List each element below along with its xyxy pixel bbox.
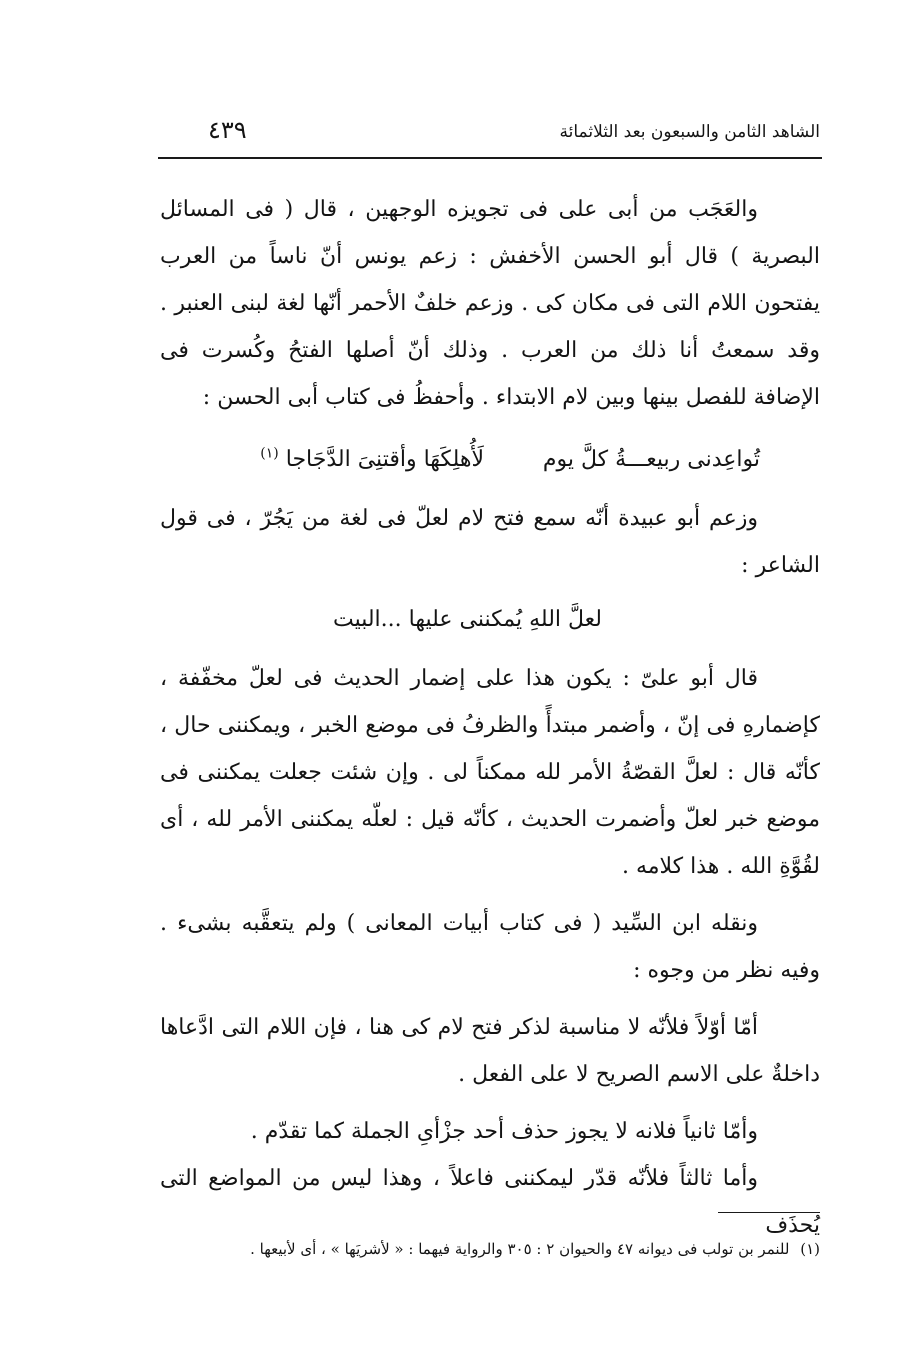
paragraph-6: وأمّا ثانياً فلانه لا يجوز حذف أحد جزْأىِ الجملة كما تقدّم . [250,1119,758,1144]
verse-1-first-hemistich: تُواعِدنى ربيعـــةُ كلَّ يوم [542,447,760,472]
footnote [160,1236,820,1262]
paragraph-1: والعَجَب من أبى على فى تجويزه الوجهين ، قال ( فى المسائل البصرية ) قال أبو الحسن الأخفش : زعم يونس أنّ ناساً من العرب يفتحون اللام التى فى مكان كى . وزعم خلفٌ الأحمر أنّها لغة لبنى العنبر . وقد سمعتُ أنا ذلك من العرب . وذلك أنّ أصلها الفتحُ وكُسرت فى الإضافة للفصل بينها وبين لام الابتداء . وأحفظُ فى كتاب أبى الحسن : [160,197,820,410]
verse-1 [160,435,820,485]
verse-1-second-hemistich: لَأُهلِكَهَا وأقتنِىَ الدَّجَاجا $^{(١)}$ [260,445,484,472]
paragraph-3: قال أبو علىّ : يكون هذا على إضمار الحديث فى لعلّ مخفّفة ، كإضمارهِ فى إنّ ، وأضمر مبتدأً والظرفُ فى موضع الخبر ، ويمكننى حال ، كأنّه قال : لعلَّ القصّةُ الأمر لله ممكناً لى . وإن شئت جعلت يمكننى فى موضع خبر لعلّ وأضمرت الحديث ، كأنّه قيل : لعلّه يمكننى الأمر لله ، أى لقُوَّةِ الله . هذا كلامه . [160,666,820,879]
header-rule [158,157,822,159]
paragraph-7: وأما ثالثاً فلأنّه قدّر ليمكننى فاعلاً ، وهذا ليس من المواضع التى يُحذَف [160,1166,820,1238]
page-header [158,112,820,152]
paragraph-2: وزعم أبو عبيدة أنّه سمع فتح لام لعلّ فى لغة من يَجُرّ ، فى قول الشاعر : [160,506,820,578]
paragraph-5: أمّا أوّلاً فلأنّه لا مناسبة لذكر فتح لام كى هنا ، فإن اللام التى ادَّعاها داخلةٌ على الاسم الصريح لا على الفعل . [160,1015,820,1087]
footnote-text: للنمر بن تولب فى ديوانه ٤٧ والحيوان ٢ : ٣٠٥ والرواية فيهما : « لأشريَها » ، أى لأبيعها . [250,1240,790,1258]
footnote-number: (١) [800,1240,820,1258]
page-number: ٤٣٩ [208,116,247,144]
footnote-rule [718,1212,820,1213]
footnote-reference: (١) [260,445,279,462]
main-text [160,186,820,1249]
running-title: الشاهد الثامن والسبعون بعد الثلاثمائة [559,122,820,142]
verse-2: لعلَّ اللهِ يُمكننى عليها ...البيت [332,607,602,632]
paragraph-4: ونقله ابن السِّيد ( فى كتاب أبيات المعانى ) ولم يتعقَّبه بشىء . وفيه نظر من وجوه : [160,911,820,983]
